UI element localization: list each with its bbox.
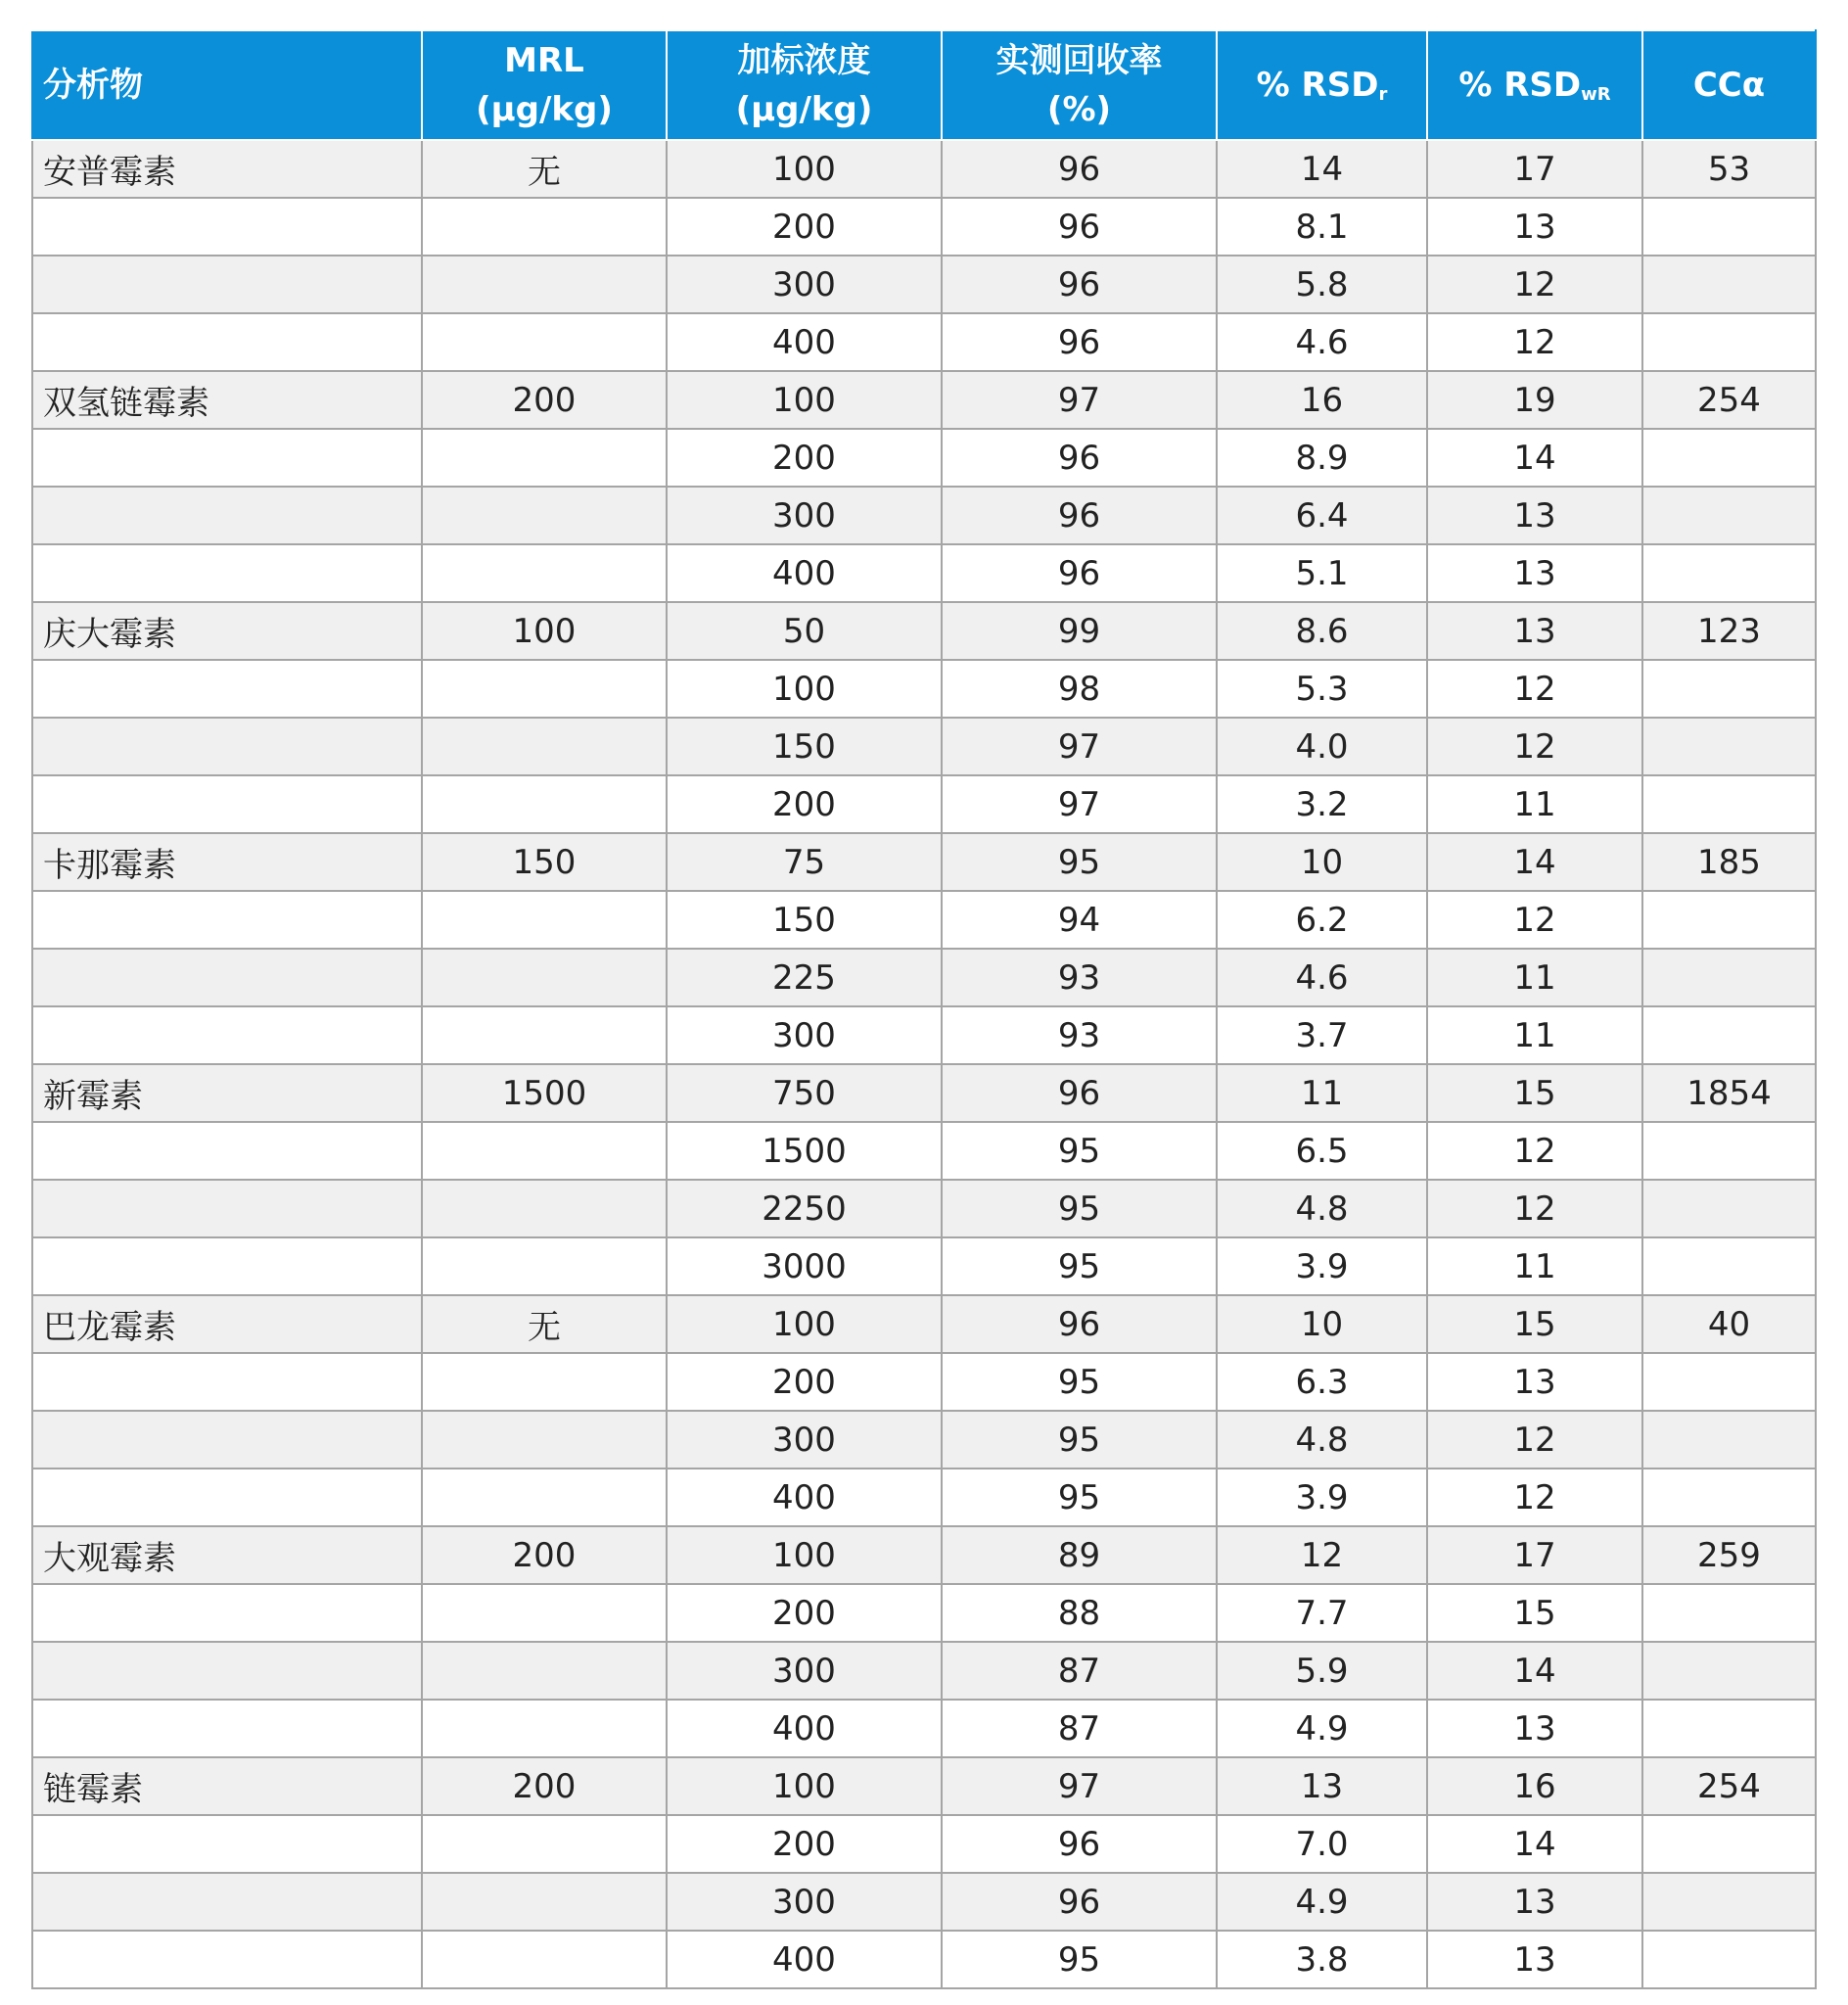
cell-rsd-r: 12 bbox=[1217, 1526, 1427, 1584]
cell-rsd-r: 3.8 bbox=[1217, 1931, 1427, 1988]
cell-rsd-wr: 15 bbox=[1427, 1064, 1642, 1122]
cell-cc-alpha bbox=[1642, 1700, 1816, 1757]
cell-mrl bbox=[422, 1180, 667, 1237]
cell-recovery: 95 bbox=[942, 1122, 1217, 1180]
cell-rsd-wr: 11 bbox=[1427, 775, 1642, 833]
cell-recovery: 94 bbox=[942, 891, 1217, 949]
table-row bbox=[32, 487, 1816, 544]
cell-rsd-wr: 12 bbox=[1427, 1180, 1642, 1237]
cell-recovery: 97 bbox=[942, 1757, 1217, 1815]
cell-recovery: 96 bbox=[942, 1873, 1217, 1931]
cell-rsd-wr: 14 bbox=[1427, 429, 1642, 487]
cell-analyte bbox=[32, 487, 422, 544]
table-row bbox=[32, 313, 1816, 371]
table-row bbox=[32, 1353, 1816, 1411]
cell-analyte bbox=[32, 891, 422, 949]
cell-analyte bbox=[32, 544, 422, 602]
cell-rsd-r: 3.2 bbox=[1217, 775, 1427, 833]
cell-analyte: 安普霉素 bbox=[32, 140, 422, 198]
cell-analyte: 卡那霉素 bbox=[32, 833, 422, 891]
cell-cc-alpha bbox=[1642, 1469, 1816, 1526]
cell-rsd-r: 10 bbox=[1217, 833, 1427, 891]
cell-analyte bbox=[32, 1873, 422, 1931]
cell-rsd-r: 5.8 bbox=[1217, 256, 1427, 313]
cell-cc-alpha bbox=[1642, 1584, 1816, 1642]
cell-analyte bbox=[32, 1931, 422, 1988]
cell-analyte: 双氢链霉素 bbox=[32, 371, 422, 429]
cell-cc-alpha: 259 bbox=[1642, 1526, 1816, 1584]
cell-cc-alpha bbox=[1642, 1180, 1816, 1237]
cell-rsd-r: 5.1 bbox=[1217, 544, 1427, 602]
cell-analyte bbox=[32, 1700, 422, 1757]
cell-mrl bbox=[422, 1873, 667, 1931]
cell-rsd-r: 14 bbox=[1217, 140, 1427, 198]
cell-mrl bbox=[422, 1700, 667, 1757]
cell-rsd-wr: 11 bbox=[1427, 949, 1642, 1006]
cell-cc-alpha bbox=[1642, 718, 1816, 775]
cell-spike-concentration: 400 bbox=[667, 1469, 942, 1526]
cell-recovery: 95 bbox=[942, 1411, 1217, 1469]
cell-spike-concentration: 3000 bbox=[667, 1237, 942, 1295]
cell-analyte bbox=[32, 1180, 422, 1237]
cell-recovery: 96 bbox=[942, 1295, 1217, 1353]
cell-cc-alpha bbox=[1642, 1122, 1816, 1180]
cell-mrl: 200 bbox=[422, 1757, 667, 1815]
cell-spike-concentration: 1500 bbox=[667, 1122, 942, 1180]
cell-cc-alpha bbox=[1642, 313, 1816, 371]
cell-rsd-r: 6.2 bbox=[1217, 891, 1427, 949]
cell-analyte bbox=[32, 1411, 422, 1469]
table-row bbox=[32, 1295, 1816, 1353]
cell-spike-concentration: 200 bbox=[667, 1353, 942, 1411]
table-row bbox=[32, 1873, 1816, 1931]
cell-analyte bbox=[32, 718, 422, 775]
cell-spike-concentration: 100 bbox=[667, 371, 942, 429]
cell-rsd-r: 6.4 bbox=[1217, 487, 1427, 544]
cell-recovery: 96 bbox=[942, 140, 1217, 198]
cell-mrl bbox=[422, 949, 667, 1006]
cell-spike-concentration: 150 bbox=[667, 718, 942, 775]
cell-rsd-wr: 13 bbox=[1427, 1700, 1642, 1757]
cell-mrl bbox=[422, 256, 667, 313]
cell-analyte bbox=[32, 775, 422, 833]
cell-recovery: 96 bbox=[942, 487, 1217, 544]
cell-spike-concentration: 200 bbox=[667, 1815, 942, 1873]
table-row bbox=[32, 1700, 1816, 1757]
cell-analyte bbox=[32, 198, 422, 256]
cell-spike-concentration: 150 bbox=[667, 891, 942, 949]
cell-rsd-r: 8.9 bbox=[1217, 429, 1427, 487]
cell-cc-alpha: 53 bbox=[1642, 140, 1816, 198]
cell-spike-concentration: 300 bbox=[667, 487, 942, 544]
cell-recovery: 88 bbox=[942, 1584, 1217, 1642]
table-row bbox=[32, 140, 1816, 198]
table-row bbox=[32, 891, 1816, 949]
cell-recovery: 95 bbox=[942, 1469, 1217, 1526]
cell-spike-concentration: 200 bbox=[667, 198, 942, 256]
cell-mrl bbox=[422, 1237, 667, 1295]
table-row bbox=[32, 833, 1816, 891]
cell-spike-concentration: 300 bbox=[667, 1642, 942, 1700]
cell-recovery: 93 bbox=[942, 949, 1217, 1006]
table-header bbox=[32, 30, 1816, 140]
table-row bbox=[32, 1584, 1816, 1642]
cell-cc-alpha bbox=[1642, 1006, 1816, 1064]
cell-cc-alpha bbox=[1642, 1353, 1816, 1411]
table-row bbox=[32, 1237, 1816, 1295]
cell-cc-alpha bbox=[1642, 487, 1816, 544]
cell-rsd-r: 3.9 bbox=[1217, 1469, 1427, 1526]
cell-cc-alpha bbox=[1642, 891, 1816, 949]
cell-rsd-wr: 12 bbox=[1427, 1469, 1642, 1526]
cell-mrl bbox=[422, 313, 667, 371]
cell-spike-concentration: 200 bbox=[667, 1584, 942, 1642]
cell-mrl: 100 bbox=[422, 602, 667, 660]
cell-rsd-wr: 17 bbox=[1427, 140, 1642, 198]
cell-analyte bbox=[32, 256, 422, 313]
cell-rsd-r: 4.8 bbox=[1217, 1180, 1427, 1237]
cell-rsd-wr: 12 bbox=[1427, 1122, 1642, 1180]
cell-cc-alpha bbox=[1642, 1815, 1816, 1873]
cell-analyte bbox=[32, 313, 422, 371]
cell-recovery: 98 bbox=[942, 660, 1217, 718]
cell-cc-alpha: 123 bbox=[1642, 602, 1816, 660]
cell-mrl bbox=[422, 1469, 667, 1526]
table-row bbox=[32, 949, 1816, 1006]
table-row bbox=[32, 1122, 1816, 1180]
cell-analyte: 大观霉素 bbox=[32, 1526, 422, 1584]
cell-spike-concentration: 300 bbox=[667, 1006, 942, 1064]
table-row bbox=[32, 544, 1816, 602]
cell-rsd-wr: 13 bbox=[1427, 1353, 1642, 1411]
cell-analyte bbox=[32, 660, 422, 718]
cell-rsd-wr: 12 bbox=[1427, 891, 1642, 949]
cell-rsd-wr: 13 bbox=[1427, 544, 1642, 602]
cell-mrl: 1500 bbox=[422, 1064, 667, 1122]
cell-rsd-r: 8.1 bbox=[1217, 198, 1427, 256]
cell-rsd-wr: 14 bbox=[1427, 833, 1642, 891]
cell-rsd-r: 6.5 bbox=[1217, 1122, 1427, 1180]
cell-recovery: 96 bbox=[942, 256, 1217, 313]
cell-cc-alpha bbox=[1642, 1411, 1816, 1469]
cell-rsd-wr: 12 bbox=[1427, 313, 1642, 371]
cell-rsd-wr: 13 bbox=[1427, 487, 1642, 544]
cell-cc-alpha bbox=[1642, 256, 1816, 313]
cell-rsd-r: 8.6 bbox=[1217, 602, 1427, 660]
header-recovery: 实测回收率 (%) bbox=[942, 30, 1217, 140]
cell-rsd-r: 4.0 bbox=[1217, 718, 1427, 775]
cell-rsd-wr: 17 bbox=[1427, 1526, 1642, 1584]
header-analyte: 分析物 bbox=[32, 30, 422, 140]
cell-mrl bbox=[422, 891, 667, 949]
cell-spike-concentration: 200 bbox=[667, 775, 942, 833]
cell-analyte bbox=[32, 1122, 422, 1180]
cell-rsd-wr: 16 bbox=[1427, 1757, 1642, 1815]
cell-recovery: 97 bbox=[942, 775, 1217, 833]
cell-mrl: 无 bbox=[422, 1295, 667, 1353]
cell-recovery: 87 bbox=[942, 1642, 1217, 1700]
cell-analyte bbox=[32, 1237, 422, 1295]
cell-analyte bbox=[32, 1642, 422, 1700]
table-row bbox=[32, 1411, 1816, 1469]
cell-mrl bbox=[422, 718, 667, 775]
cell-rsd-r: 4.6 bbox=[1217, 949, 1427, 1006]
cell-spike-concentration: 300 bbox=[667, 1873, 942, 1931]
cell-mrl bbox=[422, 1584, 667, 1642]
cell-cc-alpha bbox=[1642, 429, 1816, 487]
cell-cc-alpha bbox=[1642, 544, 1816, 602]
header-mrl: MRL (µg/kg) bbox=[422, 30, 667, 140]
cell-spike-concentration: 2250 bbox=[667, 1180, 942, 1237]
table-row bbox=[32, 775, 1816, 833]
cell-rsd-r: 11 bbox=[1217, 1064, 1427, 1122]
cell-analyte bbox=[32, 429, 422, 487]
cell-mrl: 无 bbox=[422, 140, 667, 198]
table-row bbox=[32, 371, 1816, 429]
cell-spike-concentration: 225 bbox=[667, 949, 942, 1006]
cell-rsd-wr: 13 bbox=[1427, 1931, 1642, 1988]
cell-cc-alpha: 1854 bbox=[1642, 1064, 1816, 1122]
cell-spike-concentration: 400 bbox=[667, 1931, 942, 1988]
cell-mrl bbox=[422, 1122, 667, 1180]
cell-analyte bbox=[32, 1006, 422, 1064]
cell-recovery: 95 bbox=[942, 1353, 1217, 1411]
header-rsd-r: % $RSD_r$ bbox=[1217, 30, 1427, 140]
table-row bbox=[32, 602, 1816, 660]
cell-spike-concentration: 100 bbox=[667, 1757, 942, 1815]
cell-mrl bbox=[422, 198, 667, 256]
cell-analyte: 链霉素 bbox=[32, 1757, 422, 1815]
table-row bbox=[32, 1469, 1816, 1526]
cell-recovery: 96 bbox=[942, 544, 1217, 602]
cell-cc-alpha bbox=[1642, 1873, 1816, 1931]
cell-spike-concentration: 100 bbox=[667, 660, 942, 718]
cell-recovery: 96 bbox=[942, 429, 1217, 487]
cell-mrl: 150 bbox=[422, 833, 667, 891]
cell-rsd-r: 10 bbox=[1217, 1295, 1427, 1353]
header-spike-concentration: 加标浓度 (µg/kg) bbox=[667, 30, 942, 140]
cell-spike-concentration: 300 bbox=[667, 256, 942, 313]
cell-rsd-r: 16 bbox=[1217, 371, 1427, 429]
cell-recovery: 97 bbox=[942, 718, 1217, 775]
cell-mrl bbox=[422, 1006, 667, 1064]
cell-recovery: 97 bbox=[942, 371, 1217, 429]
cell-rsd-wr: 13 bbox=[1427, 1873, 1642, 1931]
table-row bbox=[32, 1642, 1816, 1700]
cell-spike-concentration: 75 bbox=[667, 833, 942, 891]
cell-recovery: 95 bbox=[942, 1237, 1217, 1295]
cell-analyte bbox=[32, 949, 422, 1006]
cell-cc-alpha bbox=[1642, 775, 1816, 833]
cell-cc-alpha bbox=[1642, 1642, 1816, 1700]
cell-mrl bbox=[422, 1411, 667, 1469]
cell-recovery: 99 bbox=[942, 602, 1217, 660]
cell-analyte: 新霉素 bbox=[32, 1064, 422, 1122]
cell-cc-alpha bbox=[1642, 660, 1816, 718]
cell-mrl bbox=[422, 1815, 667, 1873]
cell-recovery: 96 bbox=[942, 198, 1217, 256]
cell-rsd-wr: 14 bbox=[1427, 1815, 1642, 1873]
cell-cc-alpha bbox=[1642, 949, 1816, 1006]
cell-mrl: 200 bbox=[422, 371, 667, 429]
cell-recovery: 95 bbox=[942, 833, 1217, 891]
cell-mrl bbox=[422, 1353, 667, 1411]
cell-rsd-r: 3.7 bbox=[1217, 1006, 1427, 1064]
cell-rsd-r: 4.9 bbox=[1217, 1873, 1427, 1931]
cell-rsd-r: 7.7 bbox=[1217, 1584, 1427, 1642]
cell-recovery: 87 bbox=[942, 1700, 1217, 1757]
cell-cc-alpha bbox=[1642, 1237, 1816, 1295]
table-row bbox=[32, 256, 1816, 313]
table-row bbox=[32, 1526, 1816, 1584]
table-body bbox=[32, 140, 1816, 1988]
cell-spike-concentration: 750 bbox=[667, 1064, 942, 1122]
cell-recovery: 93 bbox=[942, 1006, 1217, 1064]
header-cc-alpha: CCα bbox=[1642, 30, 1816, 140]
cell-recovery: 95 bbox=[942, 1931, 1217, 1988]
cell-spike-concentration: 100 bbox=[667, 140, 942, 198]
cell-rsd-wr: 19 bbox=[1427, 371, 1642, 429]
cell-mrl bbox=[422, 429, 667, 487]
cell-rsd-wr: 11 bbox=[1427, 1237, 1642, 1295]
cell-analyte bbox=[32, 1353, 422, 1411]
cell-mrl bbox=[422, 487, 667, 544]
cell-cc-alpha bbox=[1642, 198, 1816, 256]
table-row bbox=[32, 1757, 1816, 1815]
cell-mrl bbox=[422, 1931, 667, 1988]
cell-cc-alpha bbox=[1642, 1931, 1816, 1988]
table-row bbox=[32, 429, 1816, 487]
cell-rsd-wr: 12 bbox=[1427, 256, 1642, 313]
cell-spike-concentration: 400 bbox=[667, 1700, 942, 1757]
header-rsd-wr: % $RSD_{wR}$ bbox=[1427, 30, 1642, 140]
cell-mrl bbox=[422, 660, 667, 718]
cell-mrl bbox=[422, 775, 667, 833]
cell-rsd-wr: 11 bbox=[1427, 1006, 1642, 1064]
cell-rsd-wr: 14 bbox=[1427, 1642, 1642, 1700]
cell-analyte bbox=[32, 1815, 422, 1873]
cell-rsd-r: 13 bbox=[1217, 1757, 1427, 1815]
cell-recovery: 95 bbox=[942, 1180, 1217, 1237]
table-row bbox=[32, 198, 1816, 256]
table-row bbox=[32, 1180, 1816, 1237]
cell-rsd-r: 6.3 bbox=[1217, 1353, 1427, 1411]
cell-recovery: 96 bbox=[942, 313, 1217, 371]
cell-recovery: 89 bbox=[942, 1526, 1217, 1584]
cell-spike-concentration: 400 bbox=[667, 544, 942, 602]
cell-rsd-wr: 15 bbox=[1427, 1584, 1642, 1642]
cell-rsd-wr: 15 bbox=[1427, 1295, 1642, 1353]
table-row bbox=[32, 1006, 1816, 1064]
cell-rsd-wr: 13 bbox=[1427, 602, 1642, 660]
cell-cc-alpha: 185 bbox=[1642, 833, 1816, 891]
cell-spike-concentration: 200 bbox=[667, 429, 942, 487]
cell-recovery: 96 bbox=[942, 1815, 1217, 1873]
cell-mrl bbox=[422, 1642, 667, 1700]
cell-recovery: 96 bbox=[942, 1064, 1217, 1122]
cell-cc-alpha: 40 bbox=[1642, 1295, 1816, 1353]
table-row bbox=[32, 660, 1816, 718]
table-row bbox=[32, 1815, 1816, 1873]
cell-analyte bbox=[32, 1469, 422, 1526]
cell-rsd-r: 3.9 bbox=[1217, 1237, 1427, 1295]
results-table bbox=[31, 29, 1817, 1989]
cell-rsd-wr: 13 bbox=[1427, 198, 1642, 256]
cell-rsd-r: 4.9 bbox=[1217, 1700, 1427, 1757]
cell-cc-alpha: 254 bbox=[1642, 371, 1816, 429]
cell-rsd-r: 5.3 bbox=[1217, 660, 1427, 718]
cell-spike-concentration: 400 bbox=[667, 313, 942, 371]
cell-rsd-wr: 12 bbox=[1427, 1411, 1642, 1469]
header-row bbox=[32, 30, 1816, 140]
cell-spike-concentration: 100 bbox=[667, 1526, 942, 1584]
cell-analyte bbox=[32, 1584, 422, 1642]
cell-cc-alpha: 254 bbox=[1642, 1757, 1816, 1815]
cell-rsd-r: 7.0 bbox=[1217, 1815, 1427, 1873]
cell-rsd-wr: 12 bbox=[1427, 660, 1642, 718]
cell-spike-concentration: 300 bbox=[667, 1411, 942, 1469]
cell-analyte: 巴龙霉素 bbox=[32, 1295, 422, 1353]
cell-analyte: 庆大霉素 bbox=[32, 602, 422, 660]
cell-mrl: 200 bbox=[422, 1526, 667, 1584]
table-row bbox=[32, 1931, 1816, 1988]
cell-spike-concentration: 50 bbox=[667, 602, 942, 660]
table-row bbox=[32, 718, 1816, 775]
cell-rsd-r: 4.6 bbox=[1217, 313, 1427, 371]
cell-mrl bbox=[422, 544, 667, 602]
cell-rsd-wr: 12 bbox=[1427, 718, 1642, 775]
cell-spike-concentration: 100 bbox=[667, 1295, 942, 1353]
cell-rsd-r: 4.8 bbox=[1217, 1411, 1427, 1469]
cell-rsd-r: 5.9 bbox=[1217, 1642, 1427, 1700]
table-row bbox=[32, 1064, 1816, 1122]
